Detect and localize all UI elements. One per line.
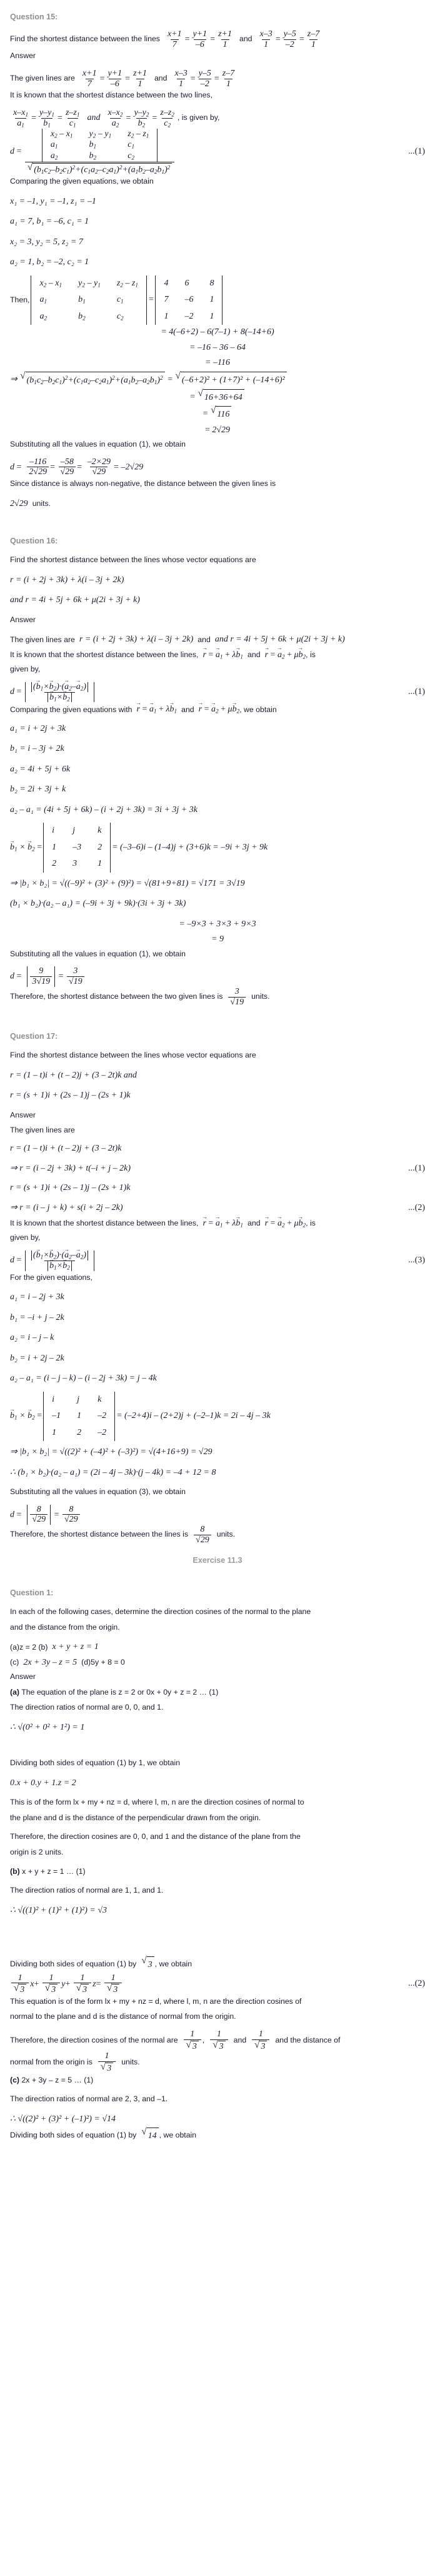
e113q1-options-row-2 — [10, 1655, 425, 1671]
e113q1-part-b-norm: √((1)² + (1)² + (1)²) = √3 — [18, 1905, 108, 1915]
e113q1-part-c-text: (c) 2x + 3y – z = 5 … (1) — [10, 2075, 94, 2084]
q17-cross-determinant: i j k –1 1 –2 1 2 –2 — [43, 1392, 115, 1442]
q16-form-1: r → = $a \to_1 + \lambda b \to_1$ — [202, 648, 243, 663]
q17-answer-label: Answer — [10, 1110, 36, 1119]
q17-dot-line: ∴ (b₁ × b₂)·(a₂ – a₁) = (2i – 4j – 3k)·(j – 4k) = –4 + 12 = 8 — [10, 1467, 216, 1477]
q16-and-label-3: and — [181, 705, 194, 714]
e113q1-part-b-dr: The direction ratios of normal are 1, 1, and 1. — [10, 1886, 164, 1895]
q16-val-1: b₁ = i – 3j + 2k — [10, 744, 64, 754]
q16-eq-a: r = (i + 2j + 3k) + λ(i – 3j + 2k) — [10, 575, 124, 585]
e113q1-part-b-form-1: This equation is of the form lx + my + nz = d, where l, m, n are the direction cosines of — [10, 1996, 302, 2006]
q17-is-label: , is — [306, 1219, 316, 1228]
e113q1-part-a-text: (a) The equation of the plane is z = 2 or 0x + 0y + z = 2 … (1) — [10, 1687, 219, 1697]
q17-given-by: given by, — [10, 1233, 41, 1242]
e113q1-part-b-divided-eq-row — [10, 1973, 425, 1995]
q16-eq-b: and r = 4i + 5j + 6k + μ(2i + 3j + k) — [10, 595, 140, 605]
q16-cross-result: = (–3–6)i – (1–4)j + (3+6)k = –9i + 3j + 9k — [112, 842, 268, 852]
q16-dot-step-1: = –9×3 + 3×3 + 9×3 — [179, 919, 256, 929]
q17-distance-formula: d = $(b \to_1\times b \to_2)\cdot(a \to_2-a \to_2)$ $b \to_1\times b \to_2$ ...(3) — [10, 1251, 425, 1271]
e113q1-part-b-label: (b) — [10, 1866, 20, 1876]
q15-value-2: x₂ = 3, y₂ = 5, z₂ = 7 — [10, 237, 83, 247]
question-16-heading: Question 16: — [10, 537, 58, 546]
q15-answer-label: Answer — [10, 51, 36, 61]
q15-mag-rhs-1: (–6+2)² + (1+7)² + (–14+6)² — [181, 372, 287, 389]
q17-eq3-tag: ...(3) — [408, 1255, 425, 1265]
q16-given-eq-b: and r = 4i + 5j + 6k + μ(2i + 3j + k) — [214, 635, 345, 645]
e113q1-option-b: x + y + z = 1 — [52, 1642, 99, 1652]
q15-determinant-eval: Then, $x_2 - x_1$ $y_2 - y_1$ $z_2 - z_1$ $a_1$ $b_1$ $c_1$ $a_2$ $b_2$ $c_2$ = 4 6 8 7 –6 1 1 –2 1 — [10, 275, 425, 325]
q15-distance-formula: d = $x_2 - x_1$ $y_2 - y_1$ $z_2 - z_1$ $a_1$ $b_1$ $c_1$ $a_2$ $b_2$ $c_2$ √ $(b_1c_2-b_2c_1)^2+(c_1a_2-c_2a_1)^2+(a_1b_2-a_2b_1)^2$ ...(1) — [10, 129, 425, 176]
e113q1-answer-label: Answer — [10, 1672, 36, 1682]
e113q1-option-a: (a)z = 2 (b) — [10, 1642, 48, 1652]
q15-value-3: a₂ = 1, b₂ = –2, c₂ = 1 — [10, 257, 89, 267]
q15-general-line2: $\frac{x-x_2}{a_2}$ = $\frac{y-y_2}{b_2}$ = $\frac{z-z_2}{c_2}$ — [108, 107, 174, 129]
q16-comparing-row — [10, 702, 425, 718]
e113-question-1-heading: Question 1: — [10, 1588, 54, 1598]
e113q1-part-c-divide-pre: Dividing both sides of equation (1) by — [10, 2131, 137, 2140]
e113q1-part-a-concl-1: Therefore, the direction cosines are 0, 0, and 1 and the distance of the plane from the — [10, 1832, 301, 1841]
q15-then-label: Then, — [10, 295, 30, 304]
q17-eq-a: r = (1 – t)i + (t – 2)j + (3 – 2t)k and — [10, 1070, 137, 1080]
question-17-heading: Question 17: — [10, 1032, 58, 1041]
q17-cross-result: = (–2+4)i – (2+2)j + (–2–1)k = 2i – 4j – 3k — [116, 1411, 271, 1421]
e113q1-part-c-divide-post: , we obtain — [159, 2131, 197, 2140]
e113q1-part-b-concl-mid: , — [202, 2035, 205, 2044]
q17-l1-tag: ...(1) — [408, 1164, 425, 1174]
e113q1-part-a-form-1: This is of the form lx + my + nz = d, where l, m, n are the direction cosines of normal to — [10, 1798, 304, 1807]
q15-mag-rhs-3: 116 — [216, 406, 231, 423]
question-15-heading: Question 15: — [10, 12, 58, 21]
q15-symbolic-determinant: $x_2 - x_1$ $y_2 - y_1$ $z_2 - z_1$ $a_1$ $b_1$ $c_1$ $a_2$ $b_2$ $c_2$ — [31, 275, 147, 325]
q17-val-1: b₁ = –i + j – 2k — [10, 1312, 64, 1322]
e113q1-prompt-line-1: In each of the following cases, determine the direction cosines of the normal to the plane — [10, 1607, 311, 1617]
q16-substituting: Substituting all the values in equation (1), we obtain — [10, 949, 186, 958]
q16-is-label: , is — [306, 650, 316, 660]
q17-conclusion: Therefore, the shortest distance between the lines is $\frac{8}{√29}$ units. — [10, 1524, 236, 1545]
q15-mag-rhs-2: 16+36+64 — [203, 389, 244, 406]
q16-conclusion-lead: Therefore, the shortest distance between the two given lines is — [10, 992, 223, 1001]
e113q1-sqrt3-inline: √ 3 — [141, 1956, 154, 1973]
q16-conclusion: Therefore, the shortest distance between the two given lines is $\frac{3}{√19}$ units. — [10, 986, 270, 1007]
e113q1-part-a-concl-2: origin is 2 units. — [10, 1848, 64, 1856]
q15-is-given-by: , is given by, — [177, 113, 220, 122]
question-15-prompt — [10, 29, 425, 49]
exercise-heading: Exercise 11.3 — [192, 1556, 242, 1565]
q16-val-0: a₁ = i + 2j + 3k — [10, 723, 66, 733]
e113q1-part-b-text: (b) x + y + z = 1 … (1) — [10, 1866, 86, 1876]
q16-prompt: Find the shortest distance between the lines whose vector equations are — [10, 555, 256, 565]
e113q1-part-c-norm: √((2)² + (3)² + (–1)²) = √14 — [18, 2114, 116, 2124]
q15-final-value: 2√29 — [10, 498, 28, 508]
e113q1-part-b-norm-row: ∴ √((1)² + (1)² + (1)²) = √3 — [10, 1903, 425, 1919]
q15-comparing: Comparing the given equations, we obtain — [10, 177, 154, 186]
q17-val-3: b₂ = i + 2j – 2k — [10, 1353, 64, 1363]
q16-and-label-2: and — [248, 650, 261, 660]
q15-and-label-2: and — [154, 74, 168, 83]
e113q1-part-b-divide-post: , we obtain — [154, 1959, 192, 1969]
e113q1-part-c-norm-row: ∴ √((2)² + (3)² + (–1)²) = √14 — [10, 2112, 425, 2128]
q15-formula-fraction: $x_2 - x_1$ $y_2 - y_1$ $z_2 - z_1$ $a_1$ $b_1$ $c_1$ $a_2$ $b_2$ $c_2$ √ $(b_1c_2-b_2c_1)^2+(c_1a_2-c_2a_1)^2+(a_1b_2-a_2b_1)^2$ — [25, 129, 174, 176]
q16-eq1-tag: ...(1) — [408, 686, 425, 696]
q15-known-line: It is known that the shortest distance between the two lines, — [10, 91, 213, 100]
e113q1-part-a-norm-row: ∴ √(0² + 0² + 1²) = 1 — [10, 1720, 425, 1736]
q17-substituting: Substituting all the values in equation (3), we obtain — [10, 1487, 186, 1497]
e113q1-part-b-divide-row — [10, 1956, 425, 1973]
e113q1-part-b-form-2: normal to the plane and d is the distance of normal from the origin. — [10, 2012, 236, 2021]
q15-since-line: Since distance is always non-negative, the distance between the given lines is — [10, 479, 276, 488]
q17-l2-b: ⇒ r = (i – j + k) + s(i + 2j – 2k) — [10, 1203, 123, 1213]
q16-val-4: a₂ – a₁ = (4i + 5j + 6k) – (i + 2j + 3k) = 3i + 3j + 3k — [10, 805, 198, 815]
e113q1-part-b-divided-eq: 1 √ 3 x+ 1 √ 3 y+ 1 √ 3 z= 1 √ 3 — [10, 1973, 123, 1995]
q16-formula-abs: $(b \to_1\times b \to_2)\cdot(a \to_2-a \to_2)$ $b \to_1\times b \to_2$ — [24, 682, 96, 703]
q17-form-2: r → = $a \to_2 + \mu b \to_2$ — [265, 1216, 306, 1232]
q16-val-2: a₂ = 4i + 5j + 6k — [10, 764, 71, 774]
e113q1-part-b-divide-pre: Dividing both sides of equation (1) by — [10, 1959, 137, 1969]
q17-magnitude-line: ⇒ |b₁ × b₂| = √((2)² + (–4)² + (–3)²) = √(4+16+9) = √29 — [10, 1447, 212, 1457]
q15-expand-2: = –16 – 36 – 64 — [189, 342, 246, 352]
q17-and-label: and — [248, 1219, 261, 1228]
q17-eq-b: r = (s + 1)i + (2s – 1)j – (2s + 1)k — [10, 1091, 131, 1101]
e113q1-part-b-concl-and: and — [233, 2035, 247, 2044]
q16-and-label: and — [198, 635, 211, 644]
e113q1-prompt-line-2: and the distance from the origin. — [10, 1622, 120, 1632]
e113q1-part-c-divide-row: Dividing both sides of equation (1) by √ 14 , we obtain — [10, 2127, 425, 2144]
e113q1-option-d: (d)5y + 8 = 0 — [81, 1658, 125, 1667]
e113q1-part-a-label: (a) — [10, 1687, 20, 1697]
q17-l1-b-row — [10, 1161, 425, 1177]
e113q1-option-c-label: (c) — [10, 1658, 19, 1667]
question-15-prompt-lead: Find the shortest distance between the lines — [10, 34, 160, 44]
q17-form-1: r → = $a \to_1 + \lambda b \to_1$ — [202, 1216, 243, 1232]
q16-dot-line: (b₁ × b₂)·(a₂ – a₁) = (–9i + 3j + 9k)·(3i + 3j + 3k) — [10, 899, 186, 909]
q16-form-2: r → = $a \to_2 + \mu b \to_2$ — [265, 648, 306, 663]
q17-val-2: a₂ = i – j – k — [10, 1333, 54, 1343]
q16-known-line: It is known that the shortest distance between the lines, — [10, 650, 199, 660]
q16-d-value: d = 9 3√19 = $\frac{3}{√19}$ — [10, 966, 425, 986]
q16-given-by: given by, — [10, 665, 41, 674]
e113q1-option-c: 2x + 3y – z = 5 — [23, 1657, 78, 1667]
q16-given-lead: The given lines are — [10, 635, 75, 644]
q15-final-answer — [10, 497, 425, 512]
e113q1-part-b-concl-row-2: normal from the origin is 1 √ 3 units. — [10, 2051, 140, 2073]
solutions-page: Question 15: Find the shortest distance between the lines $\frac{x+1}{7}$ = $\frac{y+1}{-6}$ = $\frac{z+1}{1}$ and $\frac{x-3}{1}$ = $\frac{y-5}{-2}$ = $\frac{z-7}{1}$ Answer The given lines are $\frac{x+1}{7}$ = $\frac{y+1}{-6}$ = $\frac{z+1}{1}$ and $\frac{x-3}{1}$ = $\frac{y-5}{-2}$ = $\frac{z-7}{1}$ It is known that the shortest distance between the two lines, $\frac{x-x_1}{a_1}$ = $\frac{y-y_1}{b_1}$ = $\frac{z-z_1}{c_1}$ and $\frac{x-x_2}{a_2}$ = $\frac{y-y_2}{b_2}$ = $\frac{z-z_2}{c_2}$ , is given by, d = $x_2 - x_1$ $y_2 - y_1$ $z_2 - z_1$ $a_1$ $b_1$ $c_1$ $a_2$ $b_2$ $c_2$ √ $(b_1c_2-b_2c_1)^2+(c_1a_2-c_2a_1)^2+(a_1b_2-a_2b_1)^2$ ...(1) Comparing the given equations, we obtain x₁ = –1, y₁ = –1, z₁ = –1 a₁ = 7, b₁ = –6, c₁ = 1 x₂ = 3, y₂ = 5, z₂ = 7 a₂ = 1, b₂ = –2, c₂ = 1 Then, $x_2 - x_1$ $y_2 - y_1$ $z_2 - z_1$ $a_1$ $b_1$ $c_1$ $a_2$ $b_2$ $c_2$ = 4 6 8 7 –6 1 1 –2 1 = 4(–6+2) – 6(7–1) + 8(–14+6) = –16 – 36 – 64 = –116 ⇒ √ $(b_1c_2-b_2c_1)^2+(c_1a_2-c_2a_1)^2+(a_1b_2-a_2b_1)^2$ = √ (–6+2)² + (1+7)² + (–14+6)² = √ 16+36+64 = √ 116 = 2√29 Substituting all the values in equation (1), we obtain d = $\frac{-116}{2√29}$ = $\frac{-58}{√29}$ = $\frac{-2\times 29}{√29}$ = –2√29 Since distance is always non-negative, the distance between the given lines is 2√29 units. Question 16: Find the shortest distance between the lines whose vector equations are r = (i + 2j + 3k) + λ(i – 3j + 2k) and r = 4i + 5j + 6k + μ(2i + 3j + k) Answer The given lines are r = (i + 2j + 3k) + λ(i – 3j + 2k) and and r = 4i + 5j + 6k + μ(2i + 3j + k) It is known that the shortest distance between the lines, r → = $a \to_1 + \lambda b \to_1$ and r → = $a \to_2 + \mu b \to_2$ , is given by, d = $(b \to_1\times b \to_2)\cdot(a \to_2-a \to_2)$ $b \to_1\times b \to_2$ ...(1) Comparing the given equations with r → = $a \to_1 + \lambda b \to_1$ and r → = $a \to_2 + \mu b \to_2$ , we obtain a₁ = i + 2j + 3k b₁ = i – 3j + 2k a₂ = 4i + 5j + 6k b₂ = 2i + 3j + k a₂ – a₁ = (4i + 5j + 6k) – (i + 2j + 3k) = 3i + 3j + 3k $b \to_1 \times b \to_2$ = i j k 1 –3 2 2 3 1 = (–3–6)i – (1–4)j + (3+6)k = –9i + 3j + 9k ⇒ |b₁ × b₂| = √((–9)² + (3)² + (9)²) = √(81+9+81) = √171 = 3√19 (b₁ × b₂)·(a₂ – a₁) = (–9i + 3j + 9k)·(3i + 3j + 3k) = –9×3 + 3×3 + 9×3 = 9 Substituting all the values in equation (1), we obtain d = 9 3√19 = $\frac{3}{√19}$ Therefore, the shortest distance between the two given lines is $\frac{3}{√19}$ units. Question 17: Find the shortest distance between the lines whose vector equations are r = (1 – t)i + (t – 2)j + (3 – 2t)k and r = (s + 1)i + (2s – 1)j – (2s + 1)k Answer The given lines are r = (1 – t)i + (t – 2)j + (3 – 2t)k ⇒ r = (i – 2j + 3k) + t(–i + j – 2k) ...(1) r = (s + 1)i + (2s – 1)j – (2s + 1)k ⇒ r = (i – j + k) + s(i + 2j – 2k) ...(2) It is known that the shortest distance between the lines, r → = $a \to_1 + \lambda b \to_1$ and r → = $a \to_2 + \mu b \to_2$ , is given by, d = $(b \to_1\times b \to_2)\cdot(a \to_2-a \to_2)$ $b \to_1\times b \to_2$ ...(3) For the given equations, a₁ = i – 2j + 3k b₁ = –i + j – 2k a₂ = i – j – k b₂ = i + 2j – 2k a₂ – a₁ = (i – j – k) – (i – 2j + 3k) = j – 4k $b \to_1 \times b \to_2$ = i j k –1 1 –2 1 2 –2 = (–2+4)i – (2+2)j + (–2–1)k = 2i – 4j – 3k ⇒ |b₁ × b₂| = √((2)² + (–4)² + (–3)²) = √(4+16+9) = √29 ∴ (b₁ × b₂)·(a₂ – a₁) = (2i – 4j – 3k)·(j – 4k) = –4 + 12 = 8 Substituting all the values in equation (3), we obtain d = 8 √29 = $\frac{8}{√29}$ Therefore, the shortest distance between the lines is $\frac{8}{√29}$ units. Exercise 11.3 Question 1: In each of the following cases, determine the direction cosines of the normal to the plane and the distance from the origin. (a)z = 2 (b) x + y + z = 1 (c) 2x + 3y – z = 5 (d)5y + 8 = 0 Answer (a) The equation of the plane is z = 2 or 0x + 0y + z = 2 … (1) The direction ratios of normal are 0, 0, and 1. ∴ √(0² + 0² + 1²) = 1 Dividing both sides of equation (1) by 1, we obtain 0.x + 0.y + 1.z = 2 This is of the form lx + my + nz = d, where l, m, n are the direction cosines of normal to the plane and d is the distance of the perpendicular drawn from the origin. Therefore, the direction cosines are 0, 0, and 1 and the distance of the plane from the origin is 2 units. (b) x + y + z = 1 … (1) The direction ratios of normal are 1, 1, and 1. ∴ √((1)² + (1)² + (1)²) = √3 Dividing both sides of equation (1) by √ 3 , we obtain 1 √ 3 x+ 1 √ 3 y+ 1 √ 3 z= 1 √ 3 ...(2) This equation is of the form lx + my + nz = d, where l, m, n are the direction cosines of normal to the plane and d is the distance of normal from the origin. Therefore, the direction cosines of the normal are 1 √ 3 , 1 √ 3 and 1 √ 3 and the distance of normal from the origin is 1 √ 3 units. (c) 2x + 3y – z = 5 … (1) The direction ratios of normal are 2, 3, and –1. ∴ √((2)² + (3)² + (–1)²) = √14 Dividing both sides of equation (1) by √ 14 , we obtain — [0, 0, 435, 2157]
q17-known-line: It is known that the shortest distance between the lines, — [10, 1219, 199, 1228]
q17-d-value: d = 8 √29 = $\frac{8}{√29}$ — [10, 1505, 425, 1525]
q15-d-chain: d = $\frac{-116}{2√29}$ = $\frac{-58}{√29}$ = $\frac{-2\times 29}{√29}$ = –2√29 — [10, 457, 144, 477]
e113q1-part-c-label: (c) — [10, 2075, 20, 2084]
q16-given-eq-a: r = (i + 2j + 3k) + λ(i – 3j + 2k) — [79, 635, 194, 645]
q17-val-4: a₂ – a₁ = (i – j – k) – (i – 2j + 3k) = j – 4k — [10, 1374, 157, 1384]
q15-and-label: and — [239, 34, 252, 44]
q16-cross-determinant: i j k 1 –3 2 2 3 1 — [43, 823, 111, 873]
q17-l2-a: r = (s + 1)i + (2s – 1)j – (2s + 1)k — [10, 1182, 131, 1192]
q16-we-obtain: , we obtain — [239, 705, 277, 714]
q17-l1-b: ⇒ r = (i – 2j + 3k) + t(–i + j – 2k) — [10, 1164, 131, 1174]
q15-magnitude-eval: ⇒ √ $(b_1c_2-b_2c_1)^2+(c_1a_2-c_2a_1)^2+(a_1b_2-a_2b_1)^2$ = √ (–6+2)² + (1+7)² + (–14+6)² — [10, 371, 425, 389]
q17-conclusion-lead: Therefore, the shortest distance between the lines is — [10, 1530, 189, 1539]
q15-substituting: Substituting all the values in equation (1), we obtain — [10, 440, 186, 449]
q17-units: units. — [216, 1530, 236, 1539]
e113q1-part-c-dr: The direction ratios of normal are 2, 3, and –1. — [10, 2094, 168, 2104]
e113q1-part-a-divide: Dividing both sides of equation (1) by 1, we obtain — [10, 1758, 181, 1768]
e113q1-options-row-1 — [10, 1640, 425, 1655]
q15-numeric-determinant: 4 6 8 7 –6 1 1 –2 1 — [155, 275, 222, 325]
q17-formula-abs: $(b \to_1\times b \to_2)\cdot(a \to_2-a \to_2)$ $b \to_1\times b \to_2$ — [24, 1251, 96, 1271]
q17-prompt: Find the shortest distance between the lines whose vector equations are — [10, 1051, 256, 1060]
q15-given-line1: $\frac{x+1}{7}$ = $\frac{y+1}{-6}$ = $\frac{z+1}{1}$ — [82, 68, 147, 89]
e113q1-part-a-divided-eq: 0.x + 0.y + 1.z = 2 — [10, 1778, 76, 1788]
q17-given-lead: The given lines are — [10, 1126, 75, 1135]
q17-l1-a: r = (1 – t)i + (t – 2)j + (3 – 2t)k — [10, 1143, 122, 1153]
q16-val-3: b₂ = 2i + 3j + k — [10, 785, 66, 795]
q15-line2-display: $\frac{x-3}{1}$ = $\frac{y-5}{-2}$ = $\frac{z-7}{1}$ — [259, 29, 320, 49]
e113q1-part-a-dr: The direction ratios of normal are 0, 0, and 1. — [10, 1703, 164, 1712]
e113q1-part-b-eq2-tag: ...(2) — [408, 1978, 425, 1988]
e113q1-part-a-norm: √(0² + 0² + 1²) = 1 — [18, 1722, 85, 1732]
q15-units: units. — [32, 499, 51, 508]
q15-value-1: a₁ = 7, b₁ = –6, c₁ = 1 — [10, 217, 89, 227]
q16-cross-product: $b \to_1 \times b \to_2$ = i j k 1 –3 2 2 3 1 = (–3–6)i – (1–4)j + (3+6)k = –9i + 3j + 9k — [10, 823, 425, 873]
q16-units: units. — [251, 992, 270, 1001]
q15-general-form — [10, 108, 425, 129]
e113q1-part-b-concl-post: and the distance of — [275, 2035, 341, 2044]
q17-val-0: a₁ = i – 2j + 3k — [10, 1292, 64, 1302]
q15-line1-display: $\frac{x+1}{7}$ = $\frac{y+1}{-6}$ = $\frac{z+1}{1}$ — [167, 29, 232, 49]
q16-answer-label: Answer — [10, 615, 36, 624]
q15-value-0: x₁ = –1, y₁ = –1, z₁ = –1 — [10, 196, 96, 206]
q16-dot-step-2: = 9 — [211, 934, 224, 944]
q17-l2-tag: ...(2) — [408, 1203, 425, 1213]
q16-magnitude-line: ⇒ |b₁ × b₂| = √((–9)² + (3)² + (9)²) = √(81+9+81) = √171 = 3√19 — [10, 878, 245, 888]
q15-given-lead: The given lines are — [10, 74, 75, 83]
e113q1-part-b-concl-2-pre: normal from the origin is — [10, 2058, 92, 2067]
q15-eq1-tag: ...(1) — [408, 146, 425, 156]
q16-distance-formula: d = $(b \to_1\times b \to_2)\cdot(a \to_2-a \to_2)$ $b \to_1\times b \to_2$ ...(1) — [10, 682, 425, 703]
q15-given-lines — [10, 69, 425, 89]
q15-mag-rhs-4: 2√29 — [212, 425, 231, 435]
q15-given-line2: $\frac{x-3}{1}$ = $\frac{y-5}{-2}$ = $\frac{z-7}{1}$ — [174, 68, 235, 89]
q16-form-2b: r → = $a \to_2 + \mu b \to_2$ — [199, 702, 240, 718]
q17-for-given: For the given equations, — [10, 1272, 92, 1282]
q16-known-line-row — [10, 648, 425, 663]
q15-expand-1: = 4(–6+2) – 6(7–1) + 8(–14+6) — [161, 327, 274, 337]
q16-comparing: Comparing the given equations with — [10, 705, 132, 714]
e113q1-part-b-concl-row-1: Therefore, the direction cosines of the normal are 1 √ 3 , 1 √ 3 and 1 √ 3 and the distance of — [10, 2029, 341, 2051]
q15-general-line1: $\frac{x-x_1}{a_1}$ = $\frac{y-y_1}{b_1}$ = $\frac{z-z_1}{c_1}$ — [13, 107, 80, 129]
q17-known-line-row — [10, 1216, 425, 1232]
q16-form-1b: r → = $a \to_1 + \lambda b \to_1$ — [137, 702, 178, 718]
e113q1-part-b-concl-pre: Therefore, the direction cosines of the normal are — [10, 2035, 178, 2044]
e113q1-part-a-form-2: the plane and d is the distance of the perpendicular drawn from the origin. — [10, 1813, 261, 1822]
q15-and-label-3: and — [87, 112, 101, 122]
e113q1-part-b-concl-2-post: units. — [121, 2058, 140, 2067]
q15-expand-3: = –116 — [205, 358, 230, 368]
q17-cross-product: $b \to_1 \times b \to_2$ = i j k –1 1 –2 1 2 –2 = (–2+4)i – (2+2)j + (–2–1)k = 2i – 4j – 3k — [10, 1392, 425, 1442]
